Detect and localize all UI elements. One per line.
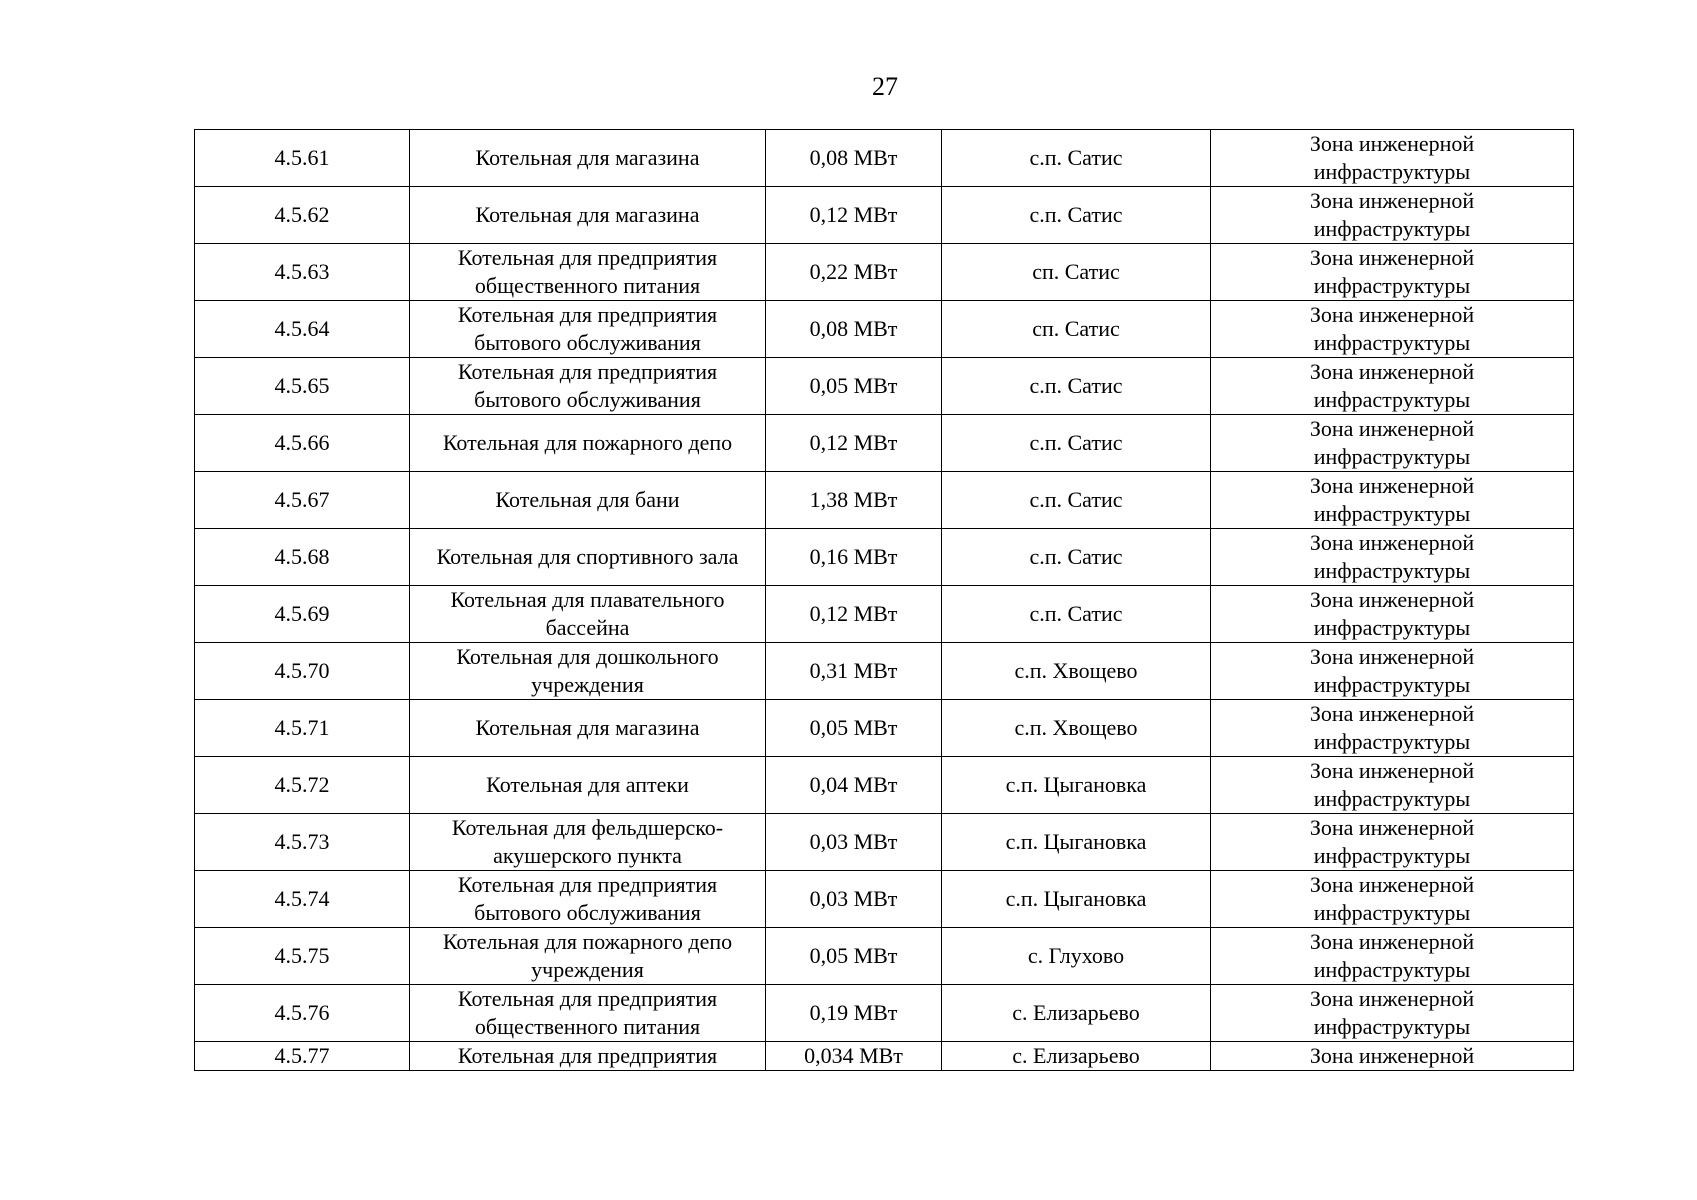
settlement-cell: с.п. Сатис	[942, 529, 1211, 586]
table-row	[195, 244, 1574, 301]
table-row	[195, 358, 1574, 415]
capacity-cell: 0,12 МВт	[766, 586, 942, 643]
zone-cell: Зона инженерной инфраструктуры	[1211, 643, 1574, 700]
table-row	[195, 814, 1574, 871]
zone-cell: Зона инженерной инфраструктуры	[1211, 358, 1574, 415]
item-number-cell: 4.5.66	[195, 415, 410, 472]
capacity-cell: 0,08 МВт	[766, 130, 942, 187]
settlement-cell: с.п. Хвощево	[942, 700, 1211, 757]
item-number-cell: 4.5.76	[195, 985, 410, 1042]
page-number: 27	[872, 72, 898, 101]
table-row	[195, 586, 1574, 643]
item-number-cell: 4.5.75	[195, 928, 410, 985]
settlement-cell: с. Елизарьево	[942, 1042, 1211, 1071]
zone-cell: Зона инженерной инфраструктуры	[1211, 871, 1574, 928]
table-row	[195, 187, 1574, 244]
capacity-cell: 0,05 МВт	[766, 700, 942, 757]
table-row	[195, 985, 1574, 1042]
facility-name-cell: Котельная для магазина	[410, 130, 766, 187]
item-number-cell: 4.5.68	[195, 529, 410, 586]
settlement-cell: с.п. Сатис	[942, 415, 1211, 472]
settlement-cell: с.п. Сатис	[942, 586, 1211, 643]
settlement-cell: с.п. Сатис	[942, 130, 1211, 187]
settlement-cell: с.п. Цыгановка	[942, 871, 1211, 928]
table-row	[195, 301, 1574, 358]
settlement-cell: с.п. Хвощево	[942, 643, 1211, 700]
capacity-cell: 0,08 МВт	[766, 301, 942, 358]
item-number-cell: 4.5.65	[195, 358, 410, 415]
facilities-table	[194, 129, 1574, 1071]
facility-name-cell: Котельная для предприятия бытового обслуживания	[410, 301, 766, 358]
item-number-cell: 4.5.70	[195, 643, 410, 700]
item-number-cell: 4.5.63	[195, 244, 410, 301]
item-number-cell: 4.5.64	[195, 301, 410, 358]
capacity-cell: 0,034 МВт	[766, 1042, 942, 1071]
facility-name-cell: Котельная для плавательного бассейна	[410, 586, 766, 643]
item-number-cell: 4.5.71	[195, 700, 410, 757]
capacity-cell: 0,03 МВт	[766, 814, 942, 871]
table-body	[195, 130, 1574, 1071]
zone-cell: Зона инженерной инфраструктуры	[1211, 244, 1574, 301]
item-number-cell: 4.5.62	[195, 187, 410, 244]
capacity-cell: 0,04 МВт	[766, 757, 942, 814]
capacity-cell: 0,05 МВт	[766, 928, 942, 985]
settlement-cell: с.п. Цыгановка	[942, 757, 1211, 814]
item-number-cell: 4.5.77	[195, 1042, 410, 1071]
settlement-cell: сп. Сатис	[942, 244, 1211, 301]
facility-name-cell: Котельная для бани	[410, 472, 766, 529]
settlement-cell: сп. Сатис	[942, 301, 1211, 358]
facility-name-cell: Котельная для пожарного депо	[410, 415, 766, 472]
table-row	[195, 472, 1574, 529]
zone-cell: Зона инженерной инфраструктуры	[1211, 700, 1574, 757]
capacity-cell: 1,38 МВт	[766, 472, 942, 529]
table-row	[195, 1042, 1574, 1071]
facility-name-cell: Котельная для предприятия	[410, 1042, 766, 1071]
table-row	[195, 130, 1574, 187]
zone-cell: Зона инженерной инфраструктуры	[1211, 529, 1574, 586]
item-number-cell: 4.5.69	[195, 586, 410, 643]
zone-cell: Зона инженерной инфраструктуры	[1211, 928, 1574, 985]
settlement-cell: с. Глухово	[942, 928, 1211, 985]
zone-cell: Зона инженерной инфраструктуры	[1211, 757, 1574, 814]
zone-cell: Зона инженерной	[1211, 1042, 1574, 1071]
table-row	[195, 415, 1574, 472]
facility-name-cell: Котельная для дошкольного учреждения	[410, 643, 766, 700]
zone-cell: Зона инженерной инфраструктуры	[1211, 130, 1574, 187]
settlement-cell: с. Елизарьево	[942, 985, 1211, 1042]
item-number-cell: 4.5.74	[195, 871, 410, 928]
facility-name-cell: Котельная для предприятия бытового обслуживания	[410, 358, 766, 415]
zone-cell: Зона инженерной инфраструктуры	[1211, 472, 1574, 529]
capacity-cell: 0,19 МВт	[766, 985, 942, 1042]
table-row	[195, 928, 1574, 985]
capacity-cell: 0,12 МВт	[766, 187, 942, 244]
settlement-cell: с.п. Сатис	[942, 472, 1211, 529]
capacity-cell: 0,05 МВт	[766, 358, 942, 415]
facility-name-cell: Котельная для предприятия общественного питания	[410, 985, 766, 1042]
settlement-cell: с.п. Цыгановка	[942, 814, 1211, 871]
facility-name-cell: Котельная для магазина	[410, 187, 766, 244]
facility-name-cell: Котельная для фельдшерско- акушерского пункта	[410, 814, 766, 871]
facility-name-cell: Котельная для пожарного депо учреждения	[410, 928, 766, 985]
facility-name-cell: Котельная для предприятия общественного питания	[410, 244, 766, 301]
zone-cell: Зона инженерной инфраструктуры	[1211, 415, 1574, 472]
facility-name-cell: Котельная для спортивного зала	[410, 529, 766, 586]
zone-cell: Зона инженерной инфраструктуры	[1211, 985, 1574, 1042]
table-row	[195, 757, 1574, 814]
facility-name-cell: Котельная для магазина	[410, 700, 766, 757]
zone-cell: Зона инженерной инфраструктуры	[1211, 814, 1574, 871]
capacity-cell: 0,16 МВт	[766, 529, 942, 586]
facility-name-cell: Котельная для аптеки	[410, 757, 766, 814]
capacity-cell: 0,31 МВт	[766, 643, 942, 700]
facility-name-cell: Котельная для предприятия бытового обслуживания	[410, 871, 766, 928]
zone-cell: Зона инженерной инфраструктуры	[1211, 586, 1574, 643]
item-number-cell: 4.5.67	[195, 472, 410, 529]
zone-cell: Зона инженерной инфраструктуры	[1211, 187, 1574, 244]
settlement-cell: с.п. Сатис	[942, 358, 1211, 415]
item-number-cell: 4.5.61	[195, 130, 410, 187]
settlement-cell: с.п. Сатис	[942, 187, 1211, 244]
table-row	[195, 871, 1574, 928]
item-number-cell: 4.5.72	[195, 757, 410, 814]
table-row	[195, 529, 1574, 586]
capacity-cell: 0,12 МВт	[766, 415, 942, 472]
capacity-cell: 0,03 МВт	[766, 871, 942, 928]
table-row	[195, 643, 1574, 700]
item-number-cell: 4.5.73	[195, 814, 410, 871]
zone-cell: Зона инженерной инфраструктуры	[1211, 301, 1574, 358]
capacity-cell: 0,22 МВт	[766, 244, 942, 301]
table-row	[195, 700, 1574, 757]
